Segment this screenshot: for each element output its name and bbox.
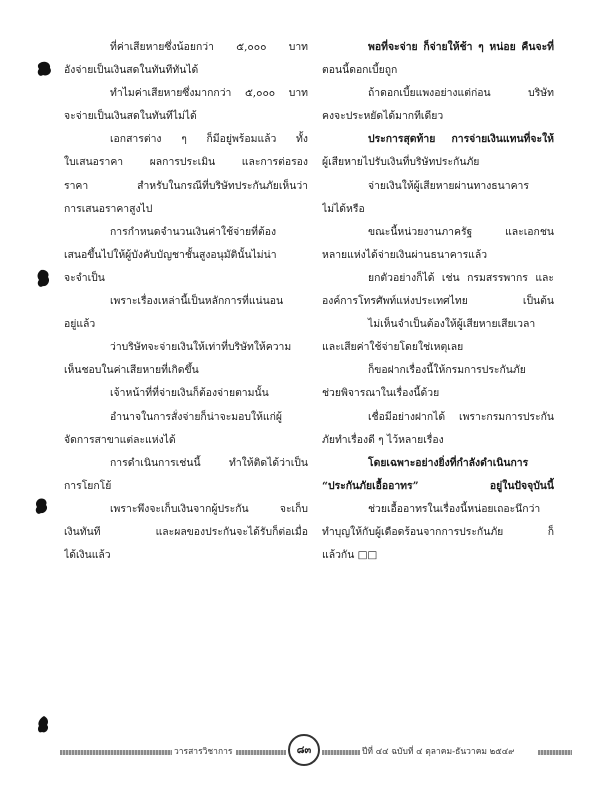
text-line: การกำหนดจำนวนเงินค่าใช้จ่ายที่ต้อง [110, 225, 277, 238]
text-line: ไม่เห็นจำเป็นต้องให้ผู้เสียหายเสียเวลา [368, 318, 536, 331]
text-line: ใบเสนอราคา ผลการประเมิน และการต่อรอง [64, 156, 308, 169]
text-line: พอที่จะจ่าย ก็จ่ายให้ช้า ๆ หน่อย คืนจะที่ [368, 41, 554, 53]
text-line: ตอนนี้ดอกเบี้ยถูก [322, 64, 398, 77]
footer-rule-right-inner [322, 750, 360, 755]
text-line: จ่ายเงินให้ผู้เสียหายผ่านทางธนาคาร [368, 179, 529, 192]
text-line: เพราะพึงจะเก็บเงินจากผู้ประกัน จะเก็บ [110, 502, 308, 515]
text-line: จะจ่ายเป็นเงินสดในทันทีไม่ได้ [64, 110, 197, 123]
ink-blot-icon [34, 497, 50, 517]
text-line: ผู้เสียหายไปรับเงินที่บริษัทประกันภัย [322, 156, 480, 169]
ink-blot-icon [35, 268, 53, 290]
text-line: อยู่แล้ว [64, 318, 96, 331]
text-line: เชื่อมีอย่างฝากได้ เพราะกรมการประกัน [368, 410, 554, 423]
page-footer [60, 734, 572, 774]
text-line: ประการสุดท้าย การจ่ายเงินแทนที่จะให้ [368, 133, 554, 146]
footer-rule-right [538, 750, 572, 755]
text-line: อังจ่ายเป็นเงินสดในทันทีทันได้ [64, 64, 199, 77]
journal-name: วารสารวิชาการ [174, 747, 233, 757]
ink-blot-icon [36, 715, 52, 735]
text-line: ทำไมค่าเสียหายซึ่งมากกว่า ๕,๐๐๐ บาท [110, 87, 308, 100]
text-line: ทำบุญให้กับผู้เดือดร้อนจากการประกันภัย ก็ [322, 525, 554, 538]
text-line: ช่วยพิจารณาในเรื่องนี้ด้วย [322, 387, 440, 400]
ink-blot-icon [36, 60, 54, 80]
text-line: ก็ขอฝากเรื่องนี้ให้กรมการประกันภัย [368, 364, 526, 377]
text-line: จัดการสาขาแต่ละแห่งได้ [64, 433, 176, 446]
text-line: “ประกันภัยเอื้ออาทร” อยู่ในปัจจุบันนี้ [322, 479, 554, 492]
text-line: อำนาจในการสั่งจ่ายก็น่าจะมอบให้แก่ผู้ [110, 410, 282, 423]
text-line: ไม่ได้หรือ [322, 202, 365, 215]
text-line: เงินทันที และผลของประกันจะได้รับก็ต่อเมื่อ [64, 525, 308, 538]
text-line: ถ้าดอกเบี้ยแพงอย่างแต่ก่อน บริษัท [368, 87, 554, 100]
issue-info: ปีที่ ๔๔ ฉบับที่ ๔ ตุลาคม-ธันวาคม ๒๕๔๙ [362, 747, 515, 757]
page-number-badge: ๘๓ [288, 734, 320, 766]
text-line: จะจำเป็น [64, 271, 105, 284]
text-line: ช่วยเอื้ออาทรในเรื่องนี้หน่อยเถอะนึกว่า [368, 502, 541, 515]
text-line: การดำเนินการเช่นนี้ ทำให้ติดได้ว่าเป็น [110, 456, 308, 469]
text-line: โดยเฉพาะอย่างยิ่งที่กำลังดำเนินการ [368, 456, 529, 469]
text-line: เอกสารต่าง ๆ ก็มีอยู่พร้อมแล้ว ทั้ง [110, 133, 308, 146]
footer-rule-left [60, 750, 172, 755]
text-line: ว่าบริษัทจะจ่ายเงินให้เท่าที่บริษัทให้ความ [110, 341, 292, 354]
footer-rule-left-inner [236, 750, 286, 755]
text-line: การโยกโย้ [64, 479, 112, 492]
text-line: แล้วกัน □□ [322, 549, 378, 562]
text-line: ขณะนี้หน่วยงานภาครัฐ และเอกชน [368, 225, 554, 238]
text-line: และเสียค่าใช้จ่ายโดยใช่เหตุเลย [322, 341, 464, 354]
text-line: หลายแห่งได้จ่ายเงินผ่านธนาคารแล้ว [322, 248, 488, 261]
text-line: เห็นชอบในค่าเสียหายที่เกิดขึ้น [64, 364, 199, 377]
text-line: เพราะเรื่องเหล่านี้เป็นหลักการที่แน่นอน [110, 295, 284, 308]
right-column [322, 36, 554, 567]
left-column [64, 36, 308, 567]
text-line: องค์การโทรศัพท์แห่งประเทศไทย เป็นต้น [322, 295, 554, 308]
text-line: การเสนอราคาสูงไป [64, 202, 153, 215]
text-line: เสนอขึ้นไปให้ผู้บังคับบัญชาชั้นสูงอนุมัตินั้นไม่น่า [64, 248, 277, 261]
text-line: ที่ค่าเสียหายซึ่งน้อยกว่า ๕,๐๐๐ บาท [110, 41, 308, 53]
text-line: ได้เงินแล้ว [64, 549, 111, 562]
text-line: คงจะประหยัดได้มากทีเดียว [322, 110, 444, 123]
text-line: ราคา สำหรับในกรณีที่บริษัทประกันภัยเห็นว่า [64, 179, 308, 192]
text-line: ภัยทำเรื่องดี ๆ ไว้หลายเรื่อง [322, 433, 444, 446]
text-line: เจ้าหน้าที่ที่จ่ายเงินก็ต้องจ่ายตามนั้น [110, 387, 269, 400]
text-line: ยกตัวอย่างก็ได้ เช่น กรมสรรพากร และ [368, 271, 554, 284]
